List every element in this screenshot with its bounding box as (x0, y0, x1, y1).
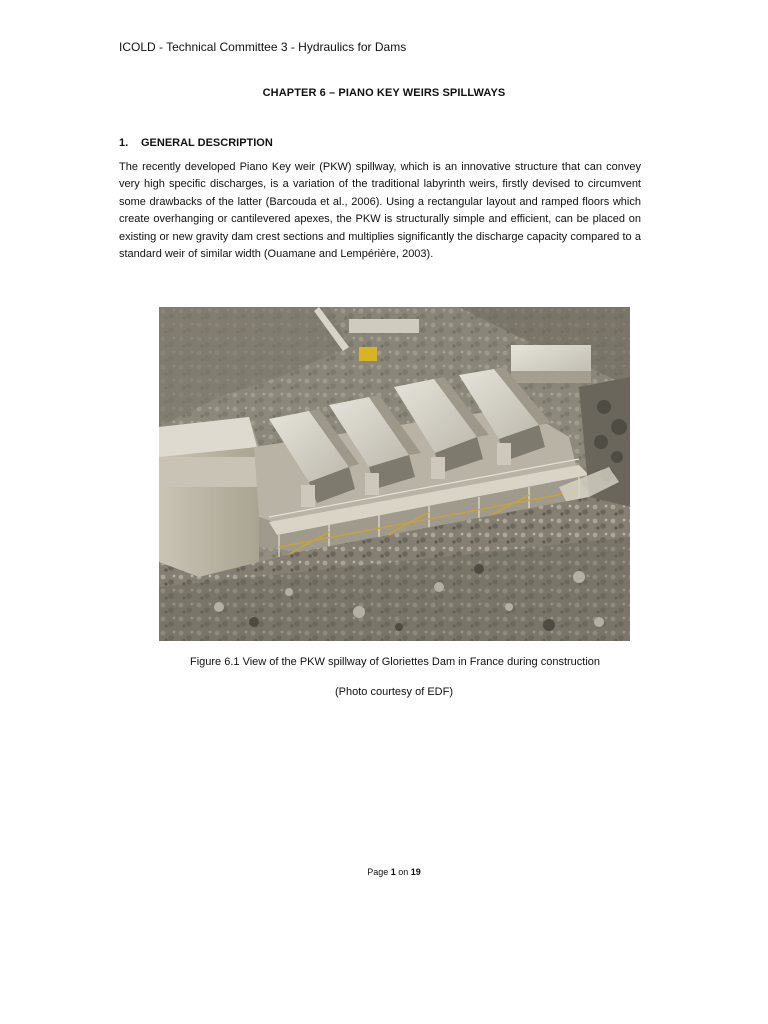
construction-photo (159, 307, 630, 641)
page-number: 1 (390, 867, 396, 877)
body-paragraph: The recently developed Piano Key weir (PKW) spillway, which is an innovative structure that can convey very high specific discharges, is a variation of the traditional labyrinth weirs, firstly devised to circumvent some drawbacks of the latter (Barcouda et al., 2006). Using a rectangular layout and ramped floors which create overhanging or cantilevered apexes, the PKW is structurally simple and efficient, can be placed on existing or new gravity dam crest sections and multiplies significantly the discharge capacity compared to a standard weir of similar width (Ouamane and Lempérière, 2003). (119, 161, 641, 261)
section-title: GENERAL DESCRIPTION (141, 137, 273, 149)
page-footer (0, 867, 768, 877)
figure-credit: (Photo courtesy of EDF) (335, 686, 453, 698)
section-heading (119, 137, 273, 149)
page-separator: on (398, 867, 409, 877)
figure-photo (159, 307, 630, 641)
page-prefix: Page (367, 867, 389, 877)
page-total: 19 (410, 867, 421, 877)
chapter-title: CHAPTER 6 – PIANO KEY WEIRS SPILLWAYS (262, 87, 506, 99)
figure-caption: Figure 6.1 View of the PKW spillway of Gloriettes Dam in France during construction (189, 656, 601, 668)
running-header: ICOLD - Technical Committee 3 - Hydraulics for Dams (119, 40, 407, 54)
section-number: 1. (119, 137, 129, 149)
